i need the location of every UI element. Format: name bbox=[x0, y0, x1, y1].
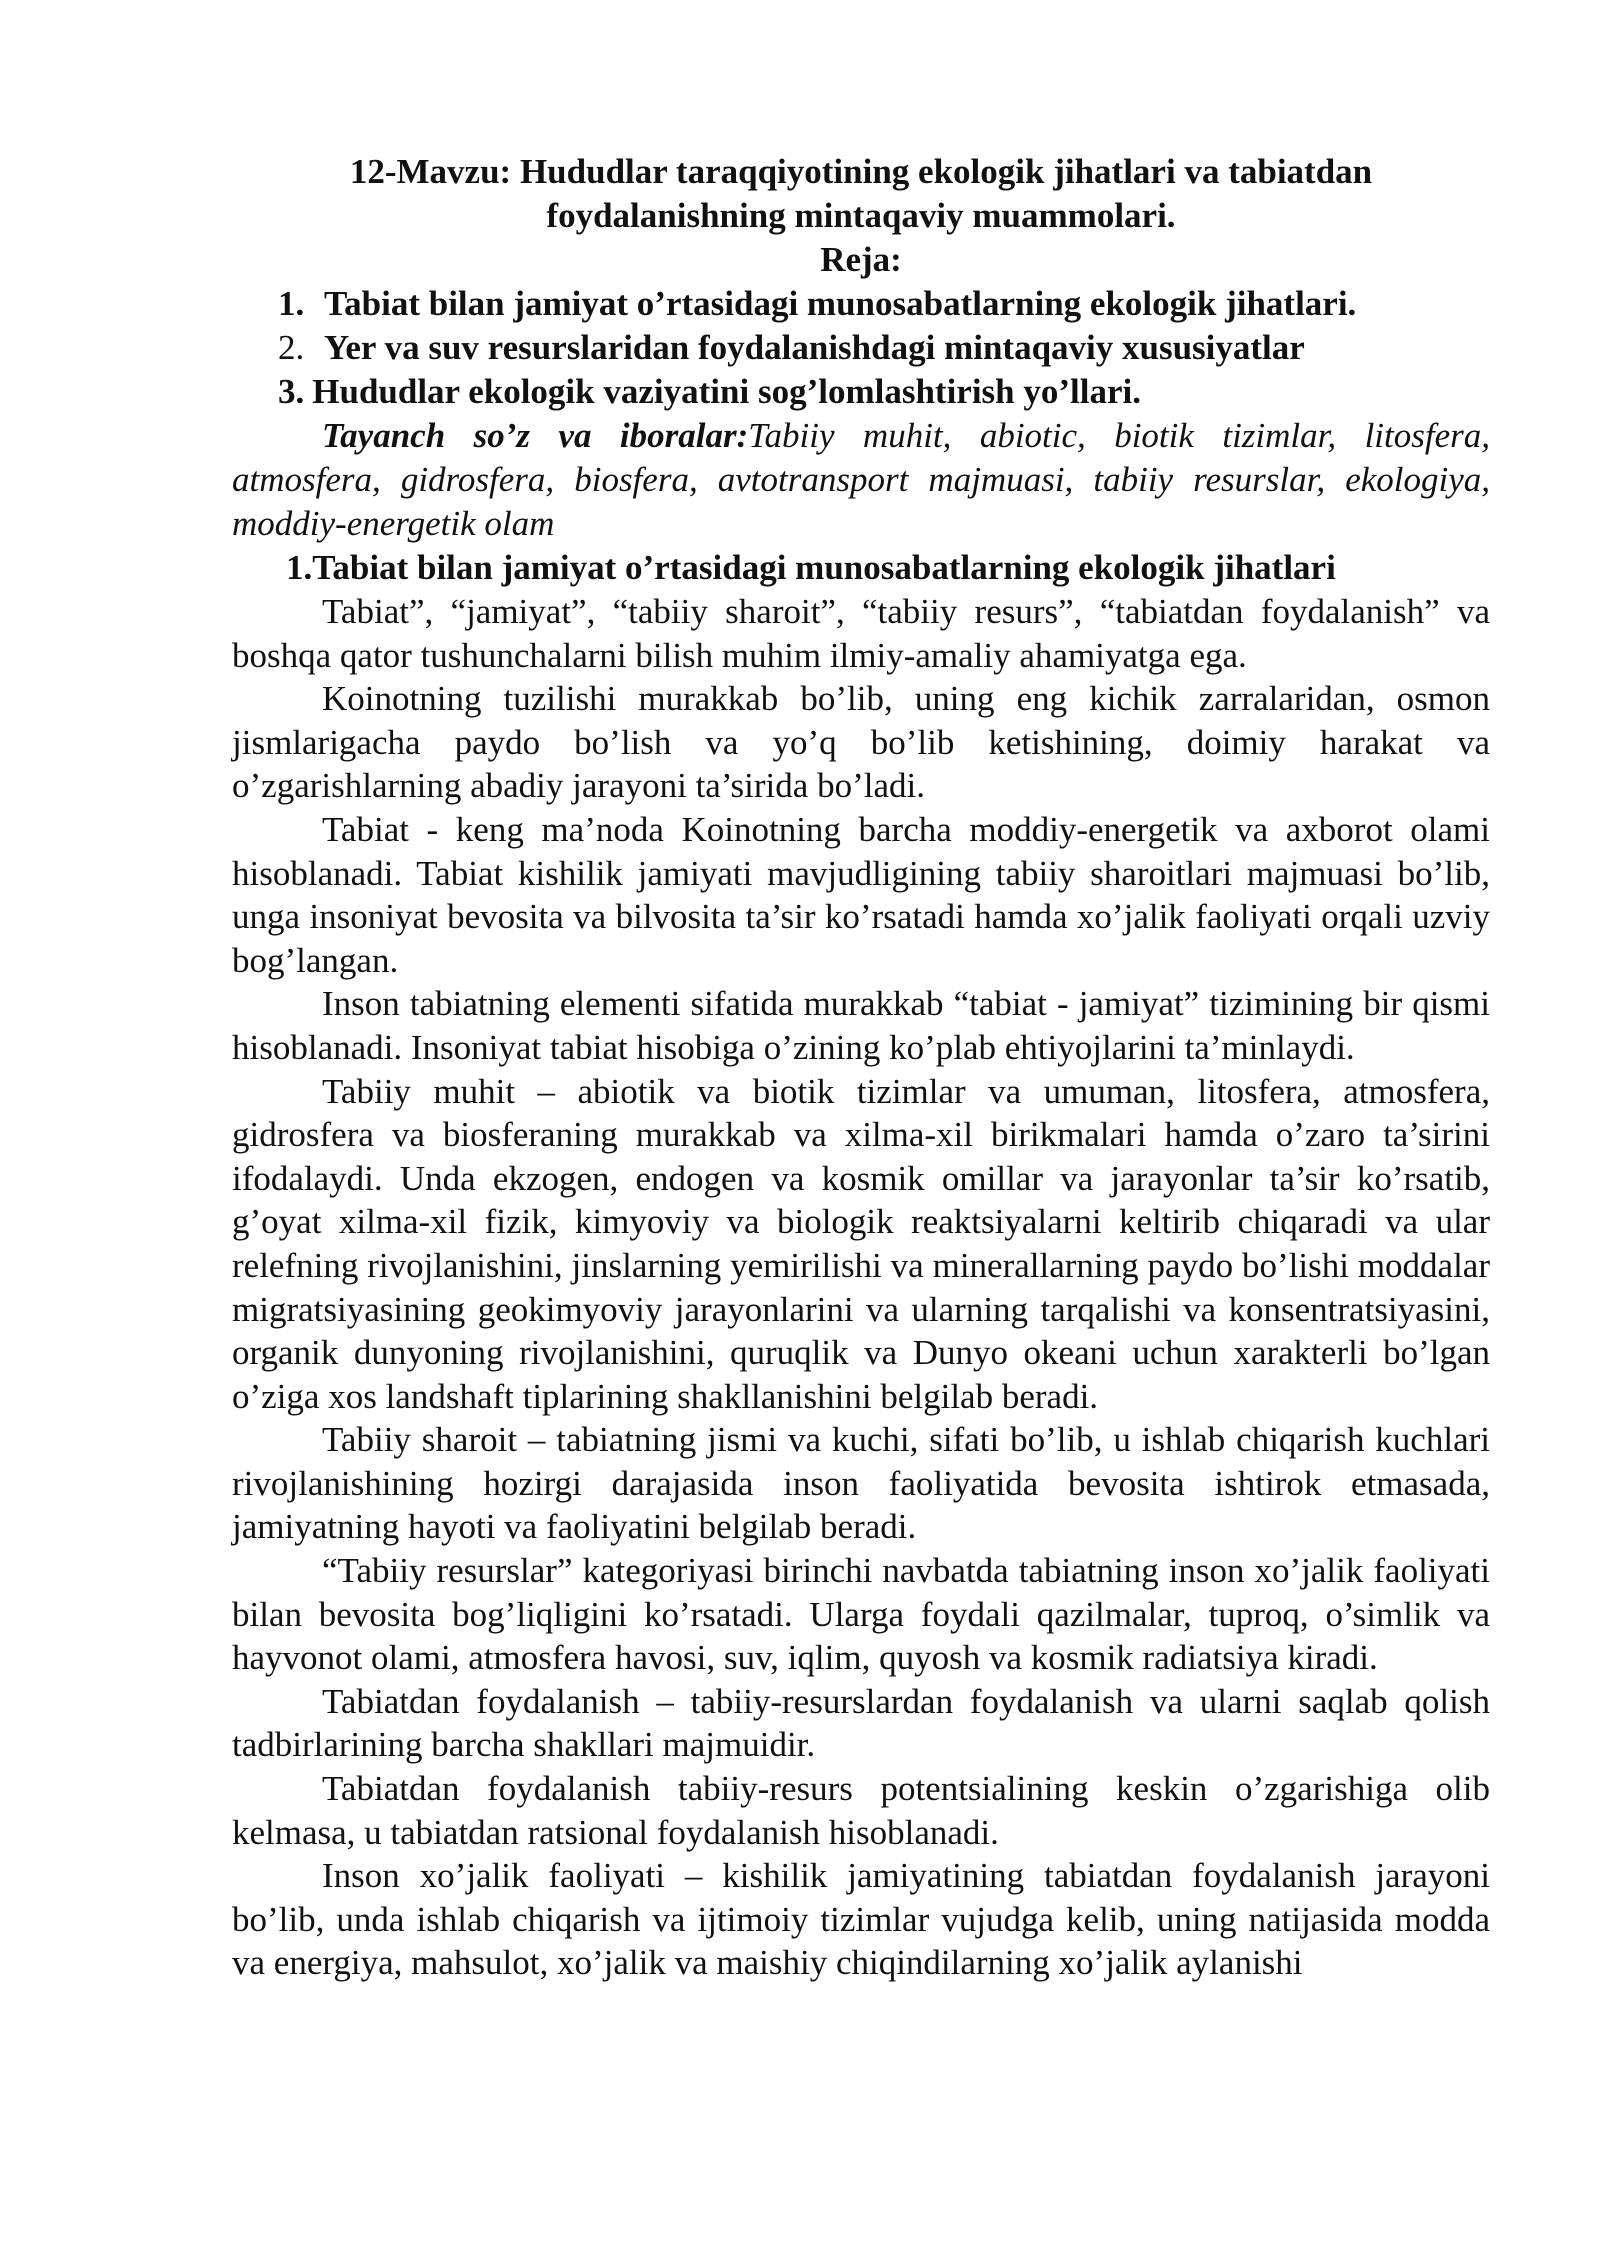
body-paragraph: Koinotning tuzilishi murakkab bo’lib, uning eng kichik zarralaridan, osmon jismlarigacha paydo bo’lish va yo’q bo’lib ketishining, doimiy harakat va o’zgarishlarning abadiy jarayoni ta’sirida bo’ladi. bbox=[232, 679, 1490, 806]
plan-item-number: 2. bbox=[278, 328, 305, 367]
body-paragraph: Tabiat - keng ma’noda Koinotning barcha moddiy-energetik va axborot olami hisoblanadi. Tabiat kishilik jamiyati mavjudligining tabiiy sharoitlari majmuasi bo’lib, unga insoniyat bevosita va bilvosita ta’sir ko’rsatadi hamda xo’jalik faoliyati orqali uzviy bog’langan. bbox=[232, 809, 1490, 980]
plan-list bbox=[232, 282, 1490, 414]
body-paragraph: Tabiatdan foydalanish – tabiiy-resurslardan foydalanish va ularni saqlab qolish tadbirlarining barcha shakllari majmuidir. bbox=[232, 1681, 1490, 1765]
body-paragraph: Inson tabiatning elementi sifatida murakkab “tabiat - jamiyat” tizimining bir qismi hisoblanadi. Insoniyat tabiat hisobiga o’zining ko’plab ehtiyojlarini ta’minlaydi. bbox=[232, 984, 1490, 1067]
title-line-2: foydalanishning mintaqaviy muammolari. bbox=[546, 196, 1176, 235]
plan-item-2 bbox=[232, 326, 1490, 370]
section-heading: 1.Tabiat bilan jamiyat o’rtasidagi munosabatlarning ekologik jihatlari bbox=[286, 548, 1336, 587]
body-paragraph: Inson xo’jalik faoliyati – kishilik jamiyatining tabiatdan foydalanish jarayoni bo’lib, unda ishlab chiqarish va ijtimoiy tizimlar vujudga kelib, uning natijasida modda va energiya, mahsulot, xo’jalik va maishiy chiqindilarning xo’jalik aylanishi bbox=[232, 1856, 1490, 1983]
keywords-label: Tayanch so’z va iboralar: bbox=[322, 416, 749, 455]
document-body bbox=[232, 150, 1490, 1985]
plan-item-1 bbox=[232, 282, 1490, 326]
plan-heading: Reja: bbox=[820, 240, 902, 279]
body-paragraph: Tabiatdan foydalanish tabiiy-resurs potentsialining keskin o’zgarishiga olib kelmasa, u tabiatdan ratsional foydalanish hisoblanadi. bbox=[232, 1769, 1490, 1852]
body-paragraph: Tabiiy muhit – abiotik va biotik tizimlar va umuman, litosfera, atmosfera, gidrosfera va biosferaning murakkab va xilma-xil birikmalari hamda o’zaro ta’sirini ifodalaydi. Unda ekzogen, endogen va kosmik omillar va jarayonlar ta’sir ko’rsatib, g’oyat xilma-xil fizik, kimyoviy va biologik reaktsiyalarni keltirib chiqaradi va ular relefning rivojlanishini, jinslarning yemirilishi va minerallarning paydo bo’lishi moddalar migratsiyasining geokimyoviy jarayonlarini va ularning tarqalishi va konsentratsiyasini, organik dunyoning rivojlanishini, quruqlik va Dunyo okeani uchun xarakterli bo’lgan o’ziga xos landshaft tiplarining shakllanishini belgilab beradi. bbox=[232, 1071, 1490, 1416]
body-paragraph: “Tabiiy resurslar” kategoriyasi birinchi navbatda tabiatning inson xo’jalik faoliyati bilan bevosita bog’liqligini ko’rsatadi. Ularga foydali qazilmalar, tuproq, o’simlik va hayvonot olami, atmosfera havosi, suv, iqlim, quyosh va kosmik radiatsiya kiradi. bbox=[232, 1551, 1490, 1678]
plan-item-number: 3. bbox=[278, 372, 305, 411]
keywords-text: Tabiiy muhit, abiotic, biotik tizimlar, litosfera, atmosfera, gidrosfera, biosfera, avtotransport majmuasi, tabiiy resurslar, ekologiya, moddiy-energetik olam bbox=[232, 416, 1490, 543]
keywords-paragraph bbox=[232, 414, 1490, 546]
plan-item-text: Tabiat bilan jamiyat o’rtasidagi munosabatlarning ekologik jihatlari. bbox=[324, 284, 1357, 323]
document-title bbox=[232, 150, 1490, 238]
body-paragraph: Tabiiy sharoit – tabiatning jismi va kuchi, sifati bo’lib, u ishlab chiqarish kuchlari rivojlanishining hozirgi darajasida inson faoliyatida bevosita ishtirok etmasada, jamiyatning hayoti va faoliyatini belgilab beradi. bbox=[232, 1420, 1490, 1547]
paragraphs bbox=[232, 590, 1490, 1985]
plan-item-number: 1. bbox=[278, 284, 305, 323]
plan-item-3 bbox=[232, 370, 1490, 414]
plan-item-text: Hududlar ekologik vaziyatini sog’lomlashtirish yo’llari. bbox=[312, 372, 1142, 411]
plan-item-text: Yer va suv resurslaridan foydalanishdagi mintaqaviy xususiyatlar bbox=[324, 328, 1305, 367]
body-paragraph: Tabiat”, “jamiyat”, “tabiiy sharoit”, “tabiiy resurs”, “tabiatdan foydalanish” va boshqa qator tushunchalarni bilish muhim ilmiy-amaliy ahamiyatga ega. bbox=[232, 592, 1490, 675]
title-line-1: 12-Mavzu: Hududlar taraqqiyotining ekologik jihatlari va tabiatdan bbox=[349, 152, 1373, 191]
